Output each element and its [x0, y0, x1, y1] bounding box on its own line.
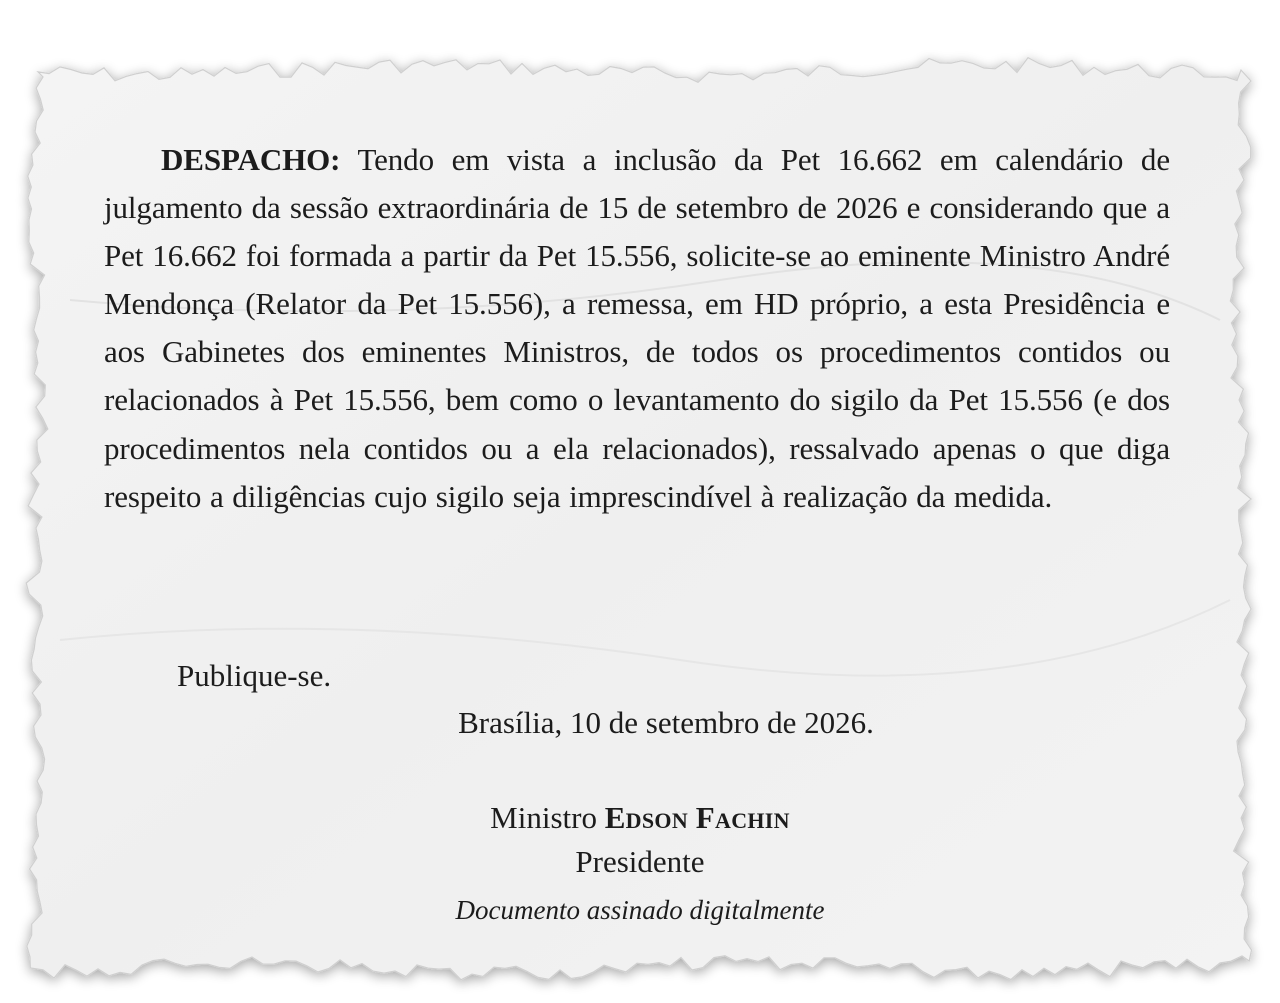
signer-line — [0, 796, 1280, 840]
publish-line: Publique-se. — [177, 658, 332, 693]
signer-first-name: Edson — [604, 800, 689, 835]
despacho-paragraph — [104, 136, 1170, 521]
despacho-text: Tendo em vista a inclusão da Pet 16.662 em calendário de julgamento da sessão extraordinária de 15 de setembro de 2026 e considerando que a Pet 16.662 foi formada a partir da Pet 15.556, solicite-se ao eminente Ministro André Mendonça (Relator da Pet 15.556), a remessa, em HD próprio, a esta Presidência e aos Gabinetes dos eminentes Ministros, de todos os procedimentos contidos ou relacionados à Pet 15.556, bem como o levantamento do sigilo da Pet 15.556 (e dos procedimentos nela contidos ou a ela relacionados), ressalvado apenas o que diga respeito a diligências cujo sigilo seja imprescindível à realização da medida. — [104, 142, 1170, 514]
signer-last-name: Fachin — [695, 800, 790, 835]
document-body — [104, 136, 1170, 521]
signer-role: Presidente — [575, 844, 705, 879]
signer-title: Ministro — [490, 800, 597, 835]
digital-signature-note: Documento assinado digitalmente — [455, 895, 825, 925]
place-date: Brasília, 10 de setembro de 2026. — [458, 705, 874, 740]
despacho-label: DESPACHO: — [161, 142, 341, 177]
